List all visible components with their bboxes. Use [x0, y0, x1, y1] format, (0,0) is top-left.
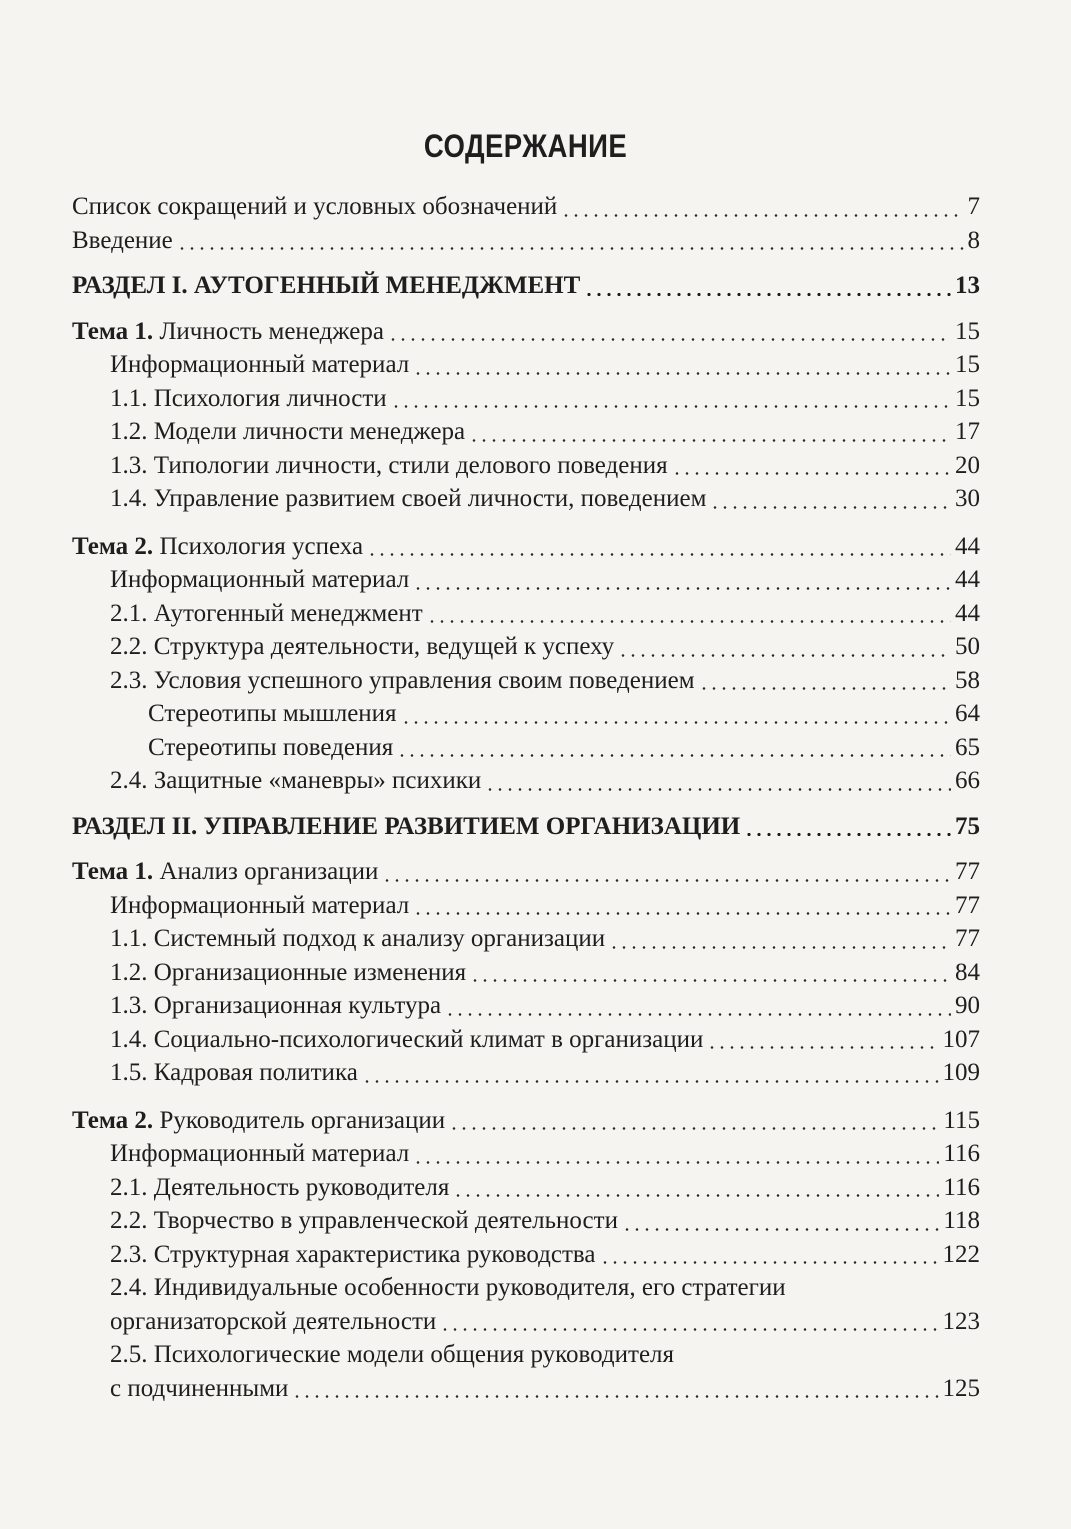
- toc-leader-dots: [600, 1261, 939, 1264]
- toc-page-number: 44: [955, 599, 980, 627]
- toc-leader-dots: [469, 439, 951, 442]
- toc-page-number: 58: [955, 666, 980, 694]
- toc-topic-entry[interactable]: [72, 315, 980, 349]
- toc-entry-title: РАЗДЕЛ I. АУТОГЕННЫЙ МЕНЕДЖМЕНТ: [72, 272, 581, 299]
- toc-page-number: 44: [955, 532, 980, 560]
- table-of-contents: [72, 190, 980, 1405]
- toc-leader-dots: [413, 912, 951, 915]
- toc-topic-number: Тема 2.: [72, 1106, 154, 1134]
- toc-leader-dots: [177, 247, 964, 250]
- toc-entry-title: 1.1. Системный подход к анализу организации: [110, 925, 606, 952]
- toc-entry[interactable]: [72, 1023, 980, 1057]
- toc-leader-dots: [427, 620, 951, 623]
- toc-page-number: 64: [955, 700, 980, 727]
- toc-leader-dots: [388, 338, 951, 341]
- toc-topic-number: Тема 2.: [72, 532, 154, 560]
- toc-leader-dots: [561, 214, 963, 217]
- toc-entry-title: Стереотипы поведения: [148, 733, 394, 761]
- toc-leader-dots: [449, 1127, 939, 1130]
- toc-page-number: 20: [955, 451, 980, 479]
- toc-entry-title: 1.2. Организационные изменения: [110, 958, 467, 986]
- toc-page-number: 7: [967, 193, 980, 220]
- toc-page-number: 30: [955, 485, 980, 512]
- toc-leader-dots: [710, 506, 951, 509]
- toc-entry[interactable]: [72, 630, 980, 664]
- toc-leader-dots: [413, 372, 951, 375]
- toc-leader-dots: [382, 879, 951, 882]
- toc-page-number: 13: [955, 272, 980, 299]
- toc-leader-dots: [413, 1161, 939, 1164]
- toc-entry[interactable]: [72, 382, 980, 416]
- toc-section-heading[interactable]: [72, 810, 980, 844]
- toc-entry-title: 1.4. Социально-психологический климат в организации: [110, 1025, 704, 1053]
- toc-entry[interactable]: [72, 664, 980, 698]
- toc-topic-entry[interactable]: [72, 530, 980, 564]
- toc-leader-dots: [440, 1328, 938, 1331]
- toc-leader-dots: [445, 1013, 951, 1016]
- toc-entry-first-line: 2.5. Психологические модели общения руководителя: [110, 1341, 675, 1368]
- toc-entry[interactable]: [72, 1372, 980, 1406]
- toc-entry-title: Список сокращений и условных обозначений: [72, 193, 558, 220]
- toc-entry-title: 2.3. Условия успешного управления своим поведением: [110, 666, 695, 694]
- toc-leader-dots: [292, 1395, 938, 1398]
- toc-leader-dots: [622, 1228, 939, 1231]
- toc-entry-title: с подчиненными: [110, 1374, 289, 1402]
- toc-entry-title: РАЗДЕЛ II. УПРАВЛЕНИЕ РАЗВИТИЕМ ОРГАНИЗАЦИИ: [72, 812, 741, 840]
- toc-leader-dots: [672, 472, 951, 475]
- toc-leader-dots: [413, 587, 951, 590]
- toc-entry[interactable]: [72, 956, 980, 990]
- toc-leader-dots: [391, 405, 951, 408]
- toc-page-number: 123: [942, 1307, 980, 1335]
- toc-entry[interactable]: [72, 1171, 980, 1205]
- toc-leader-dots: [707, 1046, 938, 1049]
- toc-page-number: 15: [955, 317, 980, 345]
- toc-entry-title: Информационный материал: [110, 1140, 410, 1167]
- toc-page-number: 8: [967, 226, 980, 254]
- toc-entry-title: [72, 1104, 445, 1138]
- toc-spacer: [72, 1090, 980, 1102]
- toc-title: СОДЕРЖАНИЕ: [423, 128, 628, 164]
- toc-page-number: 17: [955, 418, 980, 445]
- toc-entry[interactable]: [72, 190, 980, 224]
- toc-topic-title: Анализ организации: [153, 858, 379, 885]
- toc-topic-entry[interactable]: [72, 1104, 980, 1138]
- toc-entry[interactable]: [72, 1305, 980, 1339]
- toc-spacer: [72, 516, 980, 528]
- toc-entry-title: 1.1. Психология личности: [110, 384, 387, 412]
- toc-leader-dots: [367, 553, 951, 556]
- toc-entry-first-line: 2.4. Индивидуальные особенности руководителя, его стратегии: [110, 1274, 786, 1301]
- toc-page-number: 75: [955, 812, 980, 840]
- toc-page-number: 122: [942, 1240, 980, 1268]
- toc-page-number: 77: [955, 858, 980, 885]
- toc-entry-title: Введение: [72, 226, 173, 254]
- toc-entry[interactable]: [72, 563, 980, 597]
- toc-entry-title: 2.3. Структурная характеристика руководства: [110, 1240, 596, 1268]
- toc-entry[interactable]: [72, 922, 980, 956]
- toc-page-number: 77: [955, 891, 980, 919]
- toc-page-number: 118: [943, 1207, 980, 1234]
- toc-entry-title: 1.2. Модели личности менеджера: [110, 418, 466, 445]
- toc-leader-dots: [362, 1080, 939, 1083]
- toc-entry-title: 2.1. Деятельность руководителя: [110, 1173, 450, 1201]
- toc-topic-title: Психология успеха: [153, 532, 364, 560]
- toc-page-number: 125: [942, 1374, 980, 1402]
- toc-leader-dots: [470, 979, 951, 982]
- toc-leader-dots: [618, 654, 951, 657]
- toc-entry-title: 2.4. Защитные «маневры» психики: [110, 767, 482, 794]
- toc-page-number: 109: [942, 1059, 980, 1086]
- toc-page-number: 15: [955, 384, 980, 412]
- toc-entry-title: 2.1. Аутогенный менеджмент: [110, 599, 423, 627]
- toc-entry[interactable]: [72, 597, 980, 631]
- toc-page-number: 15: [955, 351, 980, 378]
- toc-leader-dots: [485, 788, 951, 791]
- toc-entry[interactable]: [72, 1238, 980, 1272]
- toc-entry-title: [72, 855, 378, 889]
- toc-leader-dots: [397, 754, 951, 757]
- toc-entry-title: организаторской деятельности: [110, 1307, 437, 1335]
- toc-topic-number: Тема 1.: [72, 858, 154, 885]
- toc-topic-entry[interactable]: [72, 855, 980, 889]
- toc-page-number: 90: [955, 992, 980, 1019]
- toc-page-number: 50: [955, 633, 980, 660]
- toc-page-number: 115: [943, 1106, 980, 1134]
- toc-leader-dots: [609, 946, 951, 949]
- toc-entry[interactable]: [72, 697, 980, 731]
- toc-entry-title: 1.3. Организационная культура: [110, 992, 442, 1019]
- toc-leader-dots: [584, 293, 951, 296]
- toc-entry-title: [72, 530, 363, 564]
- toc-entry-title: 1.4. Управление развитием своей личности, поведением: [110, 485, 707, 512]
- toc-entry-title: Стереотипы мышления: [148, 700, 397, 727]
- toc-leader-dots: [401, 721, 951, 724]
- toc-entry-title: 1.5. Кадровая политика: [110, 1059, 358, 1086]
- toc-topic-number: Тема 1.: [72, 317, 154, 345]
- toc-entry-title: Информационный материал: [110, 891, 410, 919]
- toc-entry[interactable]: [72, 1137, 980, 1171]
- toc-page-number: 65: [955, 733, 980, 761]
- toc-entry[interactable]: [72, 764, 980, 798]
- toc-entry-title: [72, 315, 384, 349]
- toc-entry-title: 1.3. Типологии личности, стили делового поведения: [110, 451, 668, 479]
- toc-leader-dots: [453, 1194, 939, 1197]
- toc-page-number: 116: [943, 1140, 980, 1167]
- toc-entry-title: Информационный материал: [110, 351, 410, 378]
- toc-entry-title: Информационный материал: [110, 566, 410, 593]
- toc-entry-title: 2.2. Творчество в управленческой деятельности: [110, 1207, 618, 1234]
- toc-section-heading[interactable]: [72, 269, 980, 303]
- toc-entry[interactable]: [72, 989, 980, 1023]
- toc-topic-title: Руководитель организации: [153, 1106, 446, 1134]
- toc-entry[interactable]: [72, 415, 980, 449]
- toc-page-number: 44: [955, 566, 980, 593]
- toc-entry[interactable]: [72, 482, 980, 516]
- toc-page-number: 84: [955, 958, 980, 986]
- toc-page-number: 107: [942, 1025, 980, 1053]
- toc-leader-dots: [744, 833, 951, 836]
- toc-entry[interactable]: [72, 889, 980, 923]
- toc-entry-title: 2.2. Структура деятельности, ведущей к успеху: [110, 633, 615, 660]
- toc-entry[interactable]: [72, 731, 980, 765]
- toc-leader-dots: [699, 687, 951, 690]
- toc-page-number: 66: [955, 767, 980, 794]
- toc-entry[interactable]: [72, 348, 980, 382]
- toc-entry[interactable]: [72, 224, 980, 258]
- toc-topic-title: Личность менеджера: [153, 317, 384, 345]
- toc-entry[interactable]: [72, 449, 980, 483]
- toc-page-number: 77: [955, 925, 980, 952]
- toc-page-number: 116: [943, 1173, 980, 1201]
- toc-entry[interactable]: [72, 1204, 980, 1238]
- toc-entry[interactable]: [72, 1056, 980, 1090]
